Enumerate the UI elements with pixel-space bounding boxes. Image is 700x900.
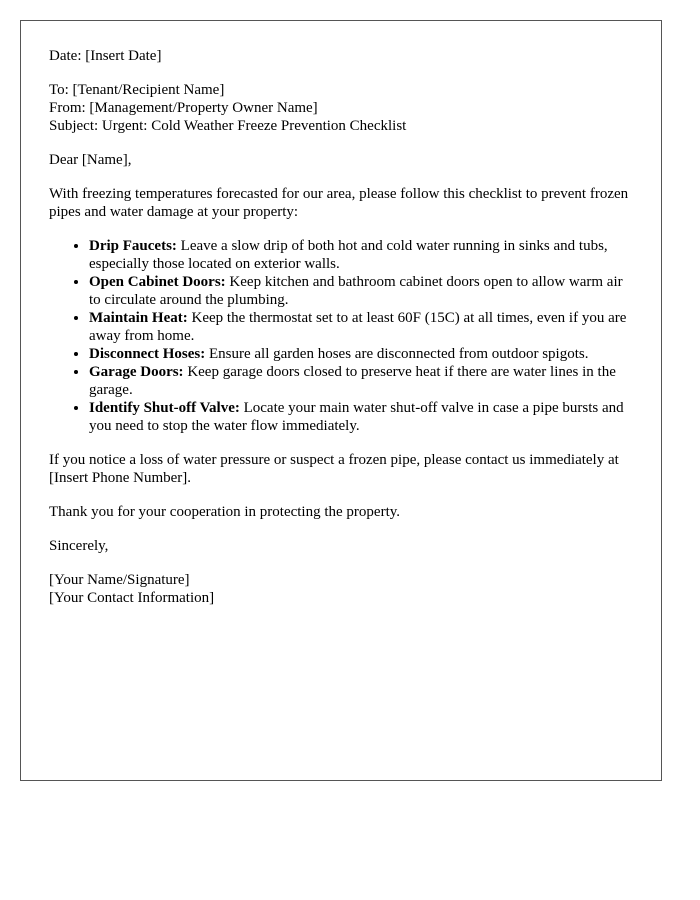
checklist (49, 237, 633, 435)
thanks-paragraph: Thank you for your cooperation in protecting the property. (49, 504, 401, 520)
item-text: Keep garage doors closed to preserve heat if there are water lines in the garage. (89, 364, 616, 398)
from-line: From: [Management/Property Owner Name] (49, 100, 318, 116)
subject-line: Subject: Urgent: Cold Weather Freeze Prevention Checklist (49, 118, 407, 134)
item-title: Disconnect Hoses: (89, 346, 206, 362)
item-text: Keep the thermostat set to at least 60F (15C) at all times, even if you are away from home. (89, 310, 627, 344)
contact-paragraph: If you notice a loss of water pressure or suspect a frozen pipe, please contact us immediately at [Insert Phone Number]. (49, 452, 619, 486)
to-line: To: [Tenant/Recipient Name] (49, 82, 225, 98)
checklist-item (89, 309, 633, 345)
item-title: Garage Doors: (89, 364, 184, 380)
item-title: Open Cabinet Doors: (89, 274, 226, 290)
item-text: Locate your main water shut-off valve in case a pipe bursts and you need to stop the water flow immediately. (89, 400, 624, 434)
checklist-item (89, 273, 633, 309)
item-title: Drip Faucets: (89, 238, 177, 254)
item-title: Identify Shut-off Valve: (89, 400, 240, 416)
date-line: Date: [Insert Date] (49, 48, 162, 64)
item-text: Keep kitchen and bathroom cabinet doors open to allow warm air to circulate around the plumbing. (89, 274, 623, 308)
item-title: Maintain Heat: (89, 310, 188, 326)
signature: [Your Name/Signature] (49, 572, 190, 588)
closing: Sincerely, (49, 538, 109, 554)
letter (20, 20, 662, 781)
checklist-item (89, 237, 633, 273)
intro-paragraph: With freezing temperatures forecasted for our area, please follow this checklist to prevent frozen pipes and water damage at your property: (49, 186, 629, 220)
item-text: Ensure all garden hoses are disconnected from outdoor spigots. (205, 346, 589, 362)
header-block (49, 81, 633, 135)
contact-info: [Your Contact Information] (49, 590, 215, 606)
signature-block (49, 571, 633, 607)
checklist-item (89, 345, 633, 363)
checklist-item (89, 363, 633, 399)
greeting: Dear [Name], (49, 152, 132, 168)
item-text: Leave a slow drip of both hot and cold water running in sinks and tubs, especially those located on exterior walls. (89, 238, 608, 272)
checklist-item (89, 399, 633, 435)
